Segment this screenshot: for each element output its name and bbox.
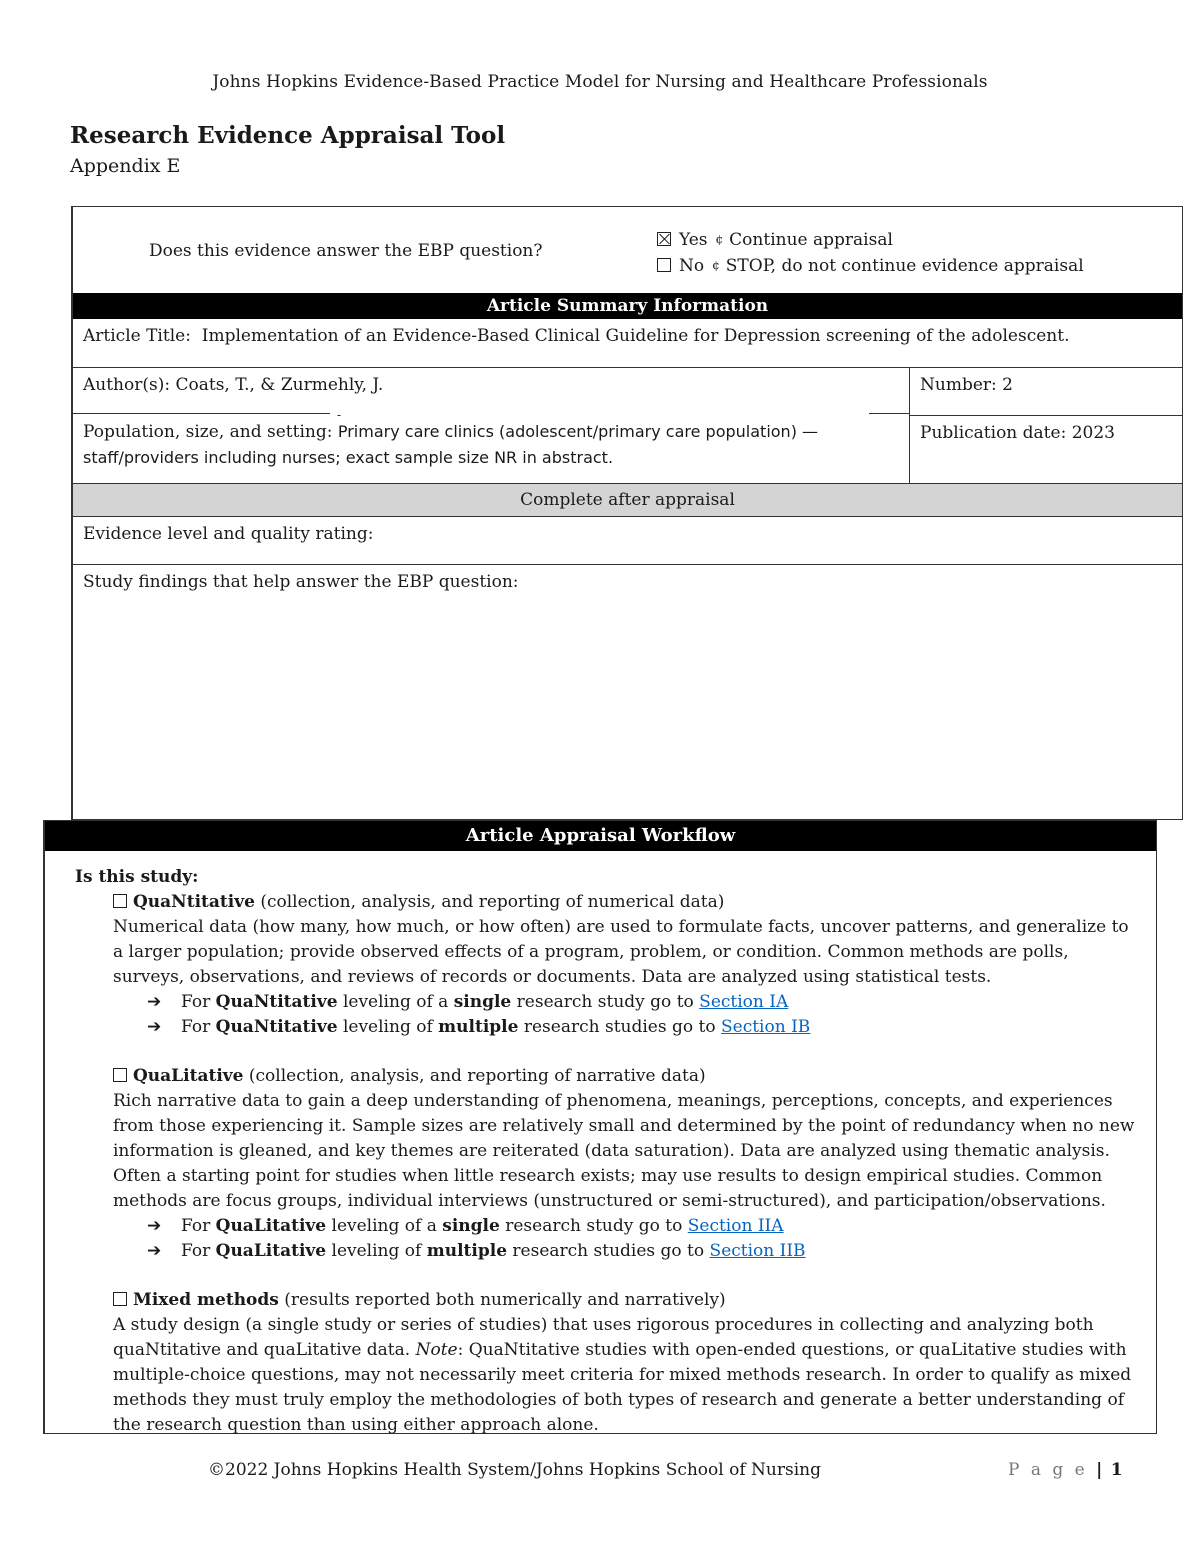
section-iib-link[interactable]: Section IIB [709,1241,806,1261]
ebp-options [657,227,1084,279]
quant-multiple-line: ➔ For QuaNtitative leveling of multiple research studies go to Section IB [75,1015,1136,1040]
author-row [73,368,1182,416]
quant-single-line: ➔ For QuaNtitative leveling of a single research study go to Section IA [75,990,1136,1015]
quant-desc: (collection, analysis, and reporting of numerical data) [260,892,725,912]
arrow-right-icon: ➔ [147,1241,162,1261]
quant-title: QuaNtitative [133,892,255,912]
summary-heading: Article Summary Information [73,293,1182,319]
page-title: Research Evidence Appraisal Tool [70,122,506,149]
complete-after-heading: Complete after appraisal [73,484,1182,517]
number-label: Number: [920,375,997,395]
pub-date-label: Publication date: [920,423,1067,443]
authors-value[interactable]: Coats, T., & Zurmehly, J. [175,375,384,395]
study-type-question: Is this study: [75,867,199,887]
arrow-icon: ¢ [712,258,720,272]
summary-table [71,206,1183,820]
qual-multiple-line: ➔ For QuaLitative leveling of multiple research studies go to Section IIB [75,1239,1136,1264]
running-header: Johns Hopkins Evidence-Based Practice Model for Nursing and Healthcare Professionals [212,72,988,92]
divider [869,413,909,414]
number-cell [909,368,1182,416]
quant-option[interactable] [113,890,1136,915]
authors-label: Author(s): [83,375,171,395]
population-value-line2[interactable]: staff/providers including nurses; exact sample size NR in abstract. [83,448,614,467]
authors-cell [83,373,383,398]
quant-section [75,890,1136,990]
qual-body-line: information is gleaned, and key themes are reiterated (data saturation). Data are analyzed using thematic analysis. [113,1141,1110,1161]
arrow-right-icon: ➔ [147,1216,162,1236]
qual-body-line: Rich narrative data to gain a deep understanding of phenomena, meanings, perceptions, concepts, and experiences [113,1091,1113,1111]
no-checkbox[interactable] [657,258,671,272]
article-title-label: Article Title: [83,326,191,346]
page-subtitle: Appendix E [70,155,181,177]
mixed-desc: (results reported both numerically and narratively) [284,1290,726,1310]
qual-checkbox[interactable] [113,1068,127,1082]
mixed-body-line: multiple-choice questions, may not necessarily meet criteria for mixed methods research. In order to qualify as mixed [113,1365,1132,1385]
article-title-row [73,319,1182,368]
publication-date-cell [909,416,1182,483]
mixed-body-line: methods they must truly employ the methodologies of both types of research and generate a better understanding of [113,1390,1124,1410]
arrow-right-icon: ➔ [147,992,162,1012]
qual-single-line: ➔ For QuaLitative leveling of a single research study go to Section IIA [75,1214,1136,1239]
quant-body-line: Numerical data (how many, how much, or how often) are used to formulate facts, uncover patterns, and generalize to [113,917,1129,937]
mixed-body-line: the research question than using either approach alone. [113,1415,599,1435]
findings-label: Study findings that help answer the EBP question: [83,572,519,592]
appraisal-workflow [43,820,1157,1434]
divider-mark: - [337,408,342,422]
yes-checkbox[interactable] [657,232,671,246]
qual-body-line: methods are focus groups, individual interviews (unstructured or semi-structured), and participation/observations. [113,1191,1106,1211]
population-row [73,416,1182,484]
quant-checkbox[interactable] [113,894,127,908]
quant-body-line: surveys, observations, and reviews of records or documents. Data are analyzed using statistical tests. [113,967,992,987]
workflow-heading: Article Appraisal Workflow [45,821,1156,851]
qual-title: QuaLitative [133,1066,244,1086]
population-label: Population, size, and setting: [83,422,333,442]
article-title-value[interactable]: Implementation of an Evidence-Based Clinical Guideline for Depression screening of the adolescent. [201,326,1070,346]
section-iia-link[interactable]: Section IIA [687,1216,784,1236]
no-option[interactable] [657,253,1084,279]
quant-body-line: a larger population; provide observed effects of a program, problem, or condition. Common methods are polls, [113,942,1069,962]
yes-option[interactable] [657,227,1084,253]
qual-desc: (collection, analysis, and reporting of narrative data) [248,1066,706,1086]
section-ia-link[interactable]: Section IA [699,992,789,1012]
mixed-body-line: quaNtitative and quaLitative data. Note: QuaNtitative studies with open-ended questions, or quaLitative studies with [113,1340,1127,1360]
footer-page-number: P a g e | 1 [1008,1460,1123,1480]
qual-option[interactable] [113,1064,1136,1089]
pub-date-value[interactable]: 2023 [1071,423,1115,443]
mixed-section [75,1288,1136,1438]
footer-copyright: ©2022 Johns Hopkins Health System/Johns Hopkins School of Nursing [208,1460,821,1480]
divider [73,413,330,414]
qual-body-line: Often a starting point for studies when little research exists; may use results to design empirical studies. Common [113,1166,1103,1186]
mixed-body-line: A study design (a single study or series of studies) that uses rigorous procedures in collecting and analyzing both [113,1315,1094,1335]
mixed-checkbox[interactable] [113,1292,127,1306]
arrow-right-icon: ➔ [147,1017,162,1037]
mixed-title: Mixed methods [133,1290,279,1310]
population-value-line1[interactable]: Primary care clinics (adolescent/primary care population) — [337,422,819,441]
qual-section [75,1064,1136,1214]
yes-label: Yes [679,230,708,250]
qual-body-line: from those experiencing it. Sample sizes are relatively small and determined by the point of redundancy when no new [113,1116,1135,1136]
evidence-level-row[interactable] [73,517,1182,565]
no-label: No [679,256,705,276]
workflow-body [75,865,1136,1438]
section-ib-link[interactable]: Section IB [720,1017,811,1037]
ebp-question: Does this evidence answer the EBP question? [149,241,543,261]
number-value[interactable]: 2 [1002,375,1013,395]
findings-row[interactable] [73,565,1182,819]
mixed-option[interactable] [113,1288,1136,1313]
no-action: STOP, do not continue evidence appraisal [725,256,1084,276]
evidence-level-label: Evidence level and quality rating: [83,524,374,544]
population-cell [83,419,883,471]
ebp-question-row [73,207,1182,293]
arrow-icon: ¢ [715,232,724,246]
article-title-cell [83,324,1069,349]
yes-action: Continue appraisal [729,230,893,250]
